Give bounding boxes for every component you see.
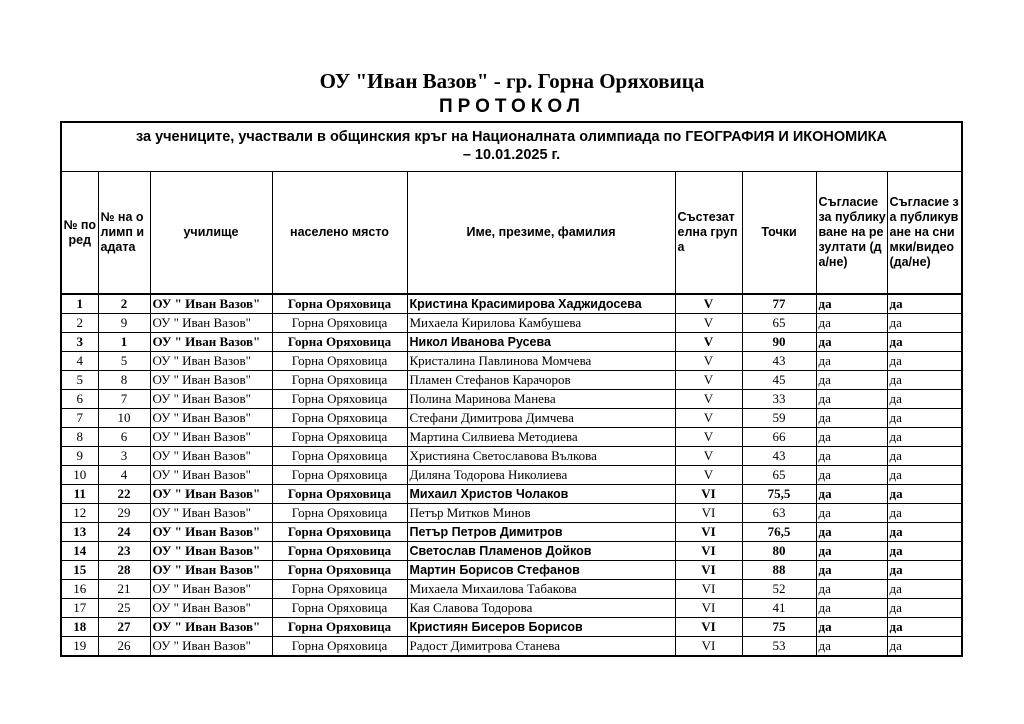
cell-olympiad-number: 10 xyxy=(98,409,150,428)
cell-school: ОУ " Иван Вазов" xyxy=(150,333,272,352)
cell-consent-results: да xyxy=(816,333,887,352)
cell-group: V xyxy=(675,409,742,428)
cell-consent-photos: да xyxy=(887,599,961,618)
cell-place: Горна Оряховица xyxy=(272,599,407,618)
cell-points: 65 xyxy=(742,314,816,333)
cell-group: V xyxy=(675,333,742,352)
cell-place: Горна Оряховица xyxy=(272,314,407,333)
header-place: населено място xyxy=(272,172,407,294)
cell-full-name: Стефани Димитрова Димчева xyxy=(407,409,675,428)
cell-consent-results: да xyxy=(816,504,887,523)
cell-olympiad-number: 7 xyxy=(98,390,150,409)
cell-olympiad-number: 8 xyxy=(98,371,150,390)
cell-place: Горна Оряховица xyxy=(272,637,407,656)
document-title: ОУ "Иван Вазов" - гр. Горна Оряховица xyxy=(319,69,705,93)
cell-row-number: 18 xyxy=(62,618,98,637)
header-row-number: № по ред xyxy=(62,172,98,294)
cell-place: Горна Оряховица xyxy=(272,428,407,447)
cell-points: 88 xyxy=(742,561,816,580)
cell-school: ОУ " Иван Вазов" xyxy=(150,504,272,523)
cell-points: 75 xyxy=(742,618,816,637)
cell-place: Горна Оряховица xyxy=(272,618,407,637)
table-header-row xyxy=(62,172,961,294)
cell-row-number: 7 xyxy=(62,409,98,428)
cell-consent-photos: да xyxy=(887,371,961,390)
cell-school: ОУ " Иван Вазов" xyxy=(150,314,272,333)
table-row xyxy=(62,333,961,352)
cell-full-name: Мартин Борисов Стефанов xyxy=(407,561,675,580)
cell-olympiad-number: 6 xyxy=(98,428,150,447)
table-row xyxy=(62,504,961,523)
cell-row-number: 9 xyxy=(62,447,98,466)
cell-full-name: Диляна Тодорова Николиева xyxy=(407,466,675,485)
cell-full-name: Михаела Кирилова Камбушева xyxy=(407,314,675,333)
cell-row-number: 10 xyxy=(62,466,98,485)
cell-group: VI xyxy=(675,485,742,504)
cell-consent-photos: да xyxy=(887,637,961,656)
cell-group: VI xyxy=(675,599,742,618)
cell-full-name: Християна Светославова Вълкова xyxy=(407,447,675,466)
cell-school: ОУ " Иван Вазов" xyxy=(150,580,272,599)
cell-consent-results: да xyxy=(816,466,887,485)
cell-full-name: Кристалина Павлинова Момчева xyxy=(407,352,675,371)
header-consent-photos: Съгласие за публикуване на снимки/видео (да/не) xyxy=(887,172,961,294)
cell-points: 80 xyxy=(742,542,816,561)
results-table xyxy=(62,172,961,655)
cell-consent-results: да xyxy=(816,447,887,466)
cell-full-name: Полина Маринова Манева xyxy=(407,390,675,409)
cell-points: 43 xyxy=(742,352,816,371)
cell-full-name: Петър Петров Димитров xyxy=(407,523,675,542)
protocol-table-frame xyxy=(60,121,963,657)
cell-group: VI xyxy=(675,504,742,523)
table-row xyxy=(62,485,961,504)
cell-olympiad-number: 28 xyxy=(98,561,150,580)
cell-row-number: 4 xyxy=(62,352,98,371)
cell-consent-results: да xyxy=(816,599,887,618)
cell-olympiad-number: 2 xyxy=(98,294,150,314)
cell-row-number: 15 xyxy=(62,561,98,580)
cell-points: 77 xyxy=(742,294,816,314)
cell-consent-results: да xyxy=(816,390,887,409)
cell-group: V xyxy=(675,314,742,333)
cell-place: Горна Оряховица xyxy=(272,294,407,314)
cell-full-name: Мартина Силвиева Методиева xyxy=(407,428,675,447)
cell-full-name: Светослав Пламенов Дойков xyxy=(407,542,675,561)
cell-full-name: Пламен Стефанов Карачоров xyxy=(407,371,675,390)
cell-olympiad-number: 5 xyxy=(98,352,150,371)
cell-full-name: Радост Димитрова Станева xyxy=(407,637,675,656)
cell-consent-photos: да xyxy=(887,523,961,542)
cell-place: Горна Оряховица xyxy=(272,466,407,485)
cell-consent-results: да xyxy=(816,352,887,371)
cell-school: ОУ " Иван Вазов" xyxy=(150,561,272,580)
cell-olympiad-number: 1 xyxy=(98,333,150,352)
cell-group: VI xyxy=(675,637,742,656)
cell-place: Горна Оряховица xyxy=(272,561,407,580)
cell-consent-results: да xyxy=(816,637,887,656)
cell-consent-results: да xyxy=(816,561,887,580)
header-points: Точки xyxy=(742,172,816,294)
cell-consent-results: да xyxy=(816,409,887,428)
table-row xyxy=(62,428,961,447)
header-group: Състезат елна група xyxy=(675,172,742,294)
table-row xyxy=(62,523,961,542)
cell-olympiad-number: 3 xyxy=(98,447,150,466)
cell-row-number: 8 xyxy=(62,428,98,447)
table-row xyxy=(62,466,961,485)
cell-group: V xyxy=(675,466,742,485)
table-row xyxy=(62,618,961,637)
cell-place: Горна Оряховица xyxy=(272,504,407,523)
cell-place: Горна Оряховица xyxy=(272,333,407,352)
caption-line-2: – 10.01.2025 г. xyxy=(462,147,561,163)
cell-group: V xyxy=(675,352,742,371)
document-subtitle: ПРОТОКОЛ xyxy=(438,96,585,117)
cell-olympiad-number: 22 xyxy=(98,485,150,504)
cell-consent-results: да xyxy=(816,294,887,314)
table-row xyxy=(62,294,961,314)
cell-group: VI xyxy=(675,523,742,542)
cell-row-number: 11 xyxy=(62,485,98,504)
cell-group: V xyxy=(675,390,742,409)
cell-school: ОУ " Иван Вазов" xyxy=(150,523,272,542)
cell-row-number: 16 xyxy=(62,580,98,599)
cell-points: 59 xyxy=(742,409,816,428)
table-row xyxy=(62,447,961,466)
cell-consent-photos: да xyxy=(887,390,961,409)
cell-school: ОУ " Иван Вазов" xyxy=(150,447,272,466)
cell-consent-photos: да xyxy=(887,485,961,504)
table-caption xyxy=(62,123,961,172)
header-full-name: Име, презиме, фамилия xyxy=(407,172,675,294)
cell-row-number: 1 xyxy=(62,294,98,314)
cell-place: Горна Оряховица xyxy=(272,409,407,428)
cell-full-name: Михаела Михаилова Табакова xyxy=(407,580,675,599)
cell-consent-results: да xyxy=(816,618,887,637)
cell-group: VI xyxy=(675,580,742,599)
cell-olympiad-number: 26 xyxy=(98,637,150,656)
cell-full-name: Кристина Красимирова Хаджидосева xyxy=(407,294,675,314)
cell-consent-photos: да xyxy=(887,504,961,523)
cell-points: 90 xyxy=(742,333,816,352)
caption-line-1: за учениците, участвали в общинския кръг на Националната олимпиада по ГЕОГРАФИЯ И ИКОНОМИКА xyxy=(135,129,888,145)
cell-consent-photos: да xyxy=(887,580,961,599)
table-row xyxy=(62,314,961,333)
cell-school: ОУ " Иван Вазов" xyxy=(150,428,272,447)
cell-school: ОУ " Иван Вазов" xyxy=(150,485,272,504)
cell-consent-photos: да xyxy=(887,466,961,485)
cell-school: ОУ " Иван Вазов" xyxy=(150,390,272,409)
cell-school: ОУ " Иван Вазов" xyxy=(150,409,272,428)
cell-school: ОУ " Иван Вазов" xyxy=(150,466,272,485)
cell-points: 41 xyxy=(742,599,816,618)
cell-full-name: Кая Славова Тодорова xyxy=(407,599,675,618)
cell-olympiad-number: 29 xyxy=(98,504,150,523)
table-row xyxy=(62,542,961,561)
cell-group: VI xyxy=(675,618,742,637)
cell-consent-photos: да xyxy=(887,409,961,428)
cell-school: ОУ " Иван Вазов" xyxy=(150,599,272,618)
cell-full-name: Кристиян Бисеров Борисов xyxy=(407,618,675,637)
cell-school: ОУ " Иван Вазов" xyxy=(150,542,272,561)
cell-consent-photos: да xyxy=(887,561,961,580)
cell-place: Горна Оряховица xyxy=(272,352,407,371)
cell-school: ОУ " Иван Вазов" xyxy=(150,618,272,637)
cell-place: Горна Оряховица xyxy=(272,447,407,466)
cell-consent-results: да xyxy=(816,371,887,390)
cell-school: ОУ " Иван Вазов" xyxy=(150,294,272,314)
cell-consent-photos: да xyxy=(887,294,961,314)
cell-group: V xyxy=(675,428,742,447)
table-row xyxy=(62,352,961,371)
cell-consent-photos: да xyxy=(887,333,961,352)
cell-row-number: 17 xyxy=(62,599,98,618)
cell-points: 63 xyxy=(742,504,816,523)
cell-points: 66 xyxy=(742,428,816,447)
header-olympiad-number: № на олимп иадата xyxy=(98,172,150,294)
cell-consent-photos: да xyxy=(887,618,961,637)
cell-points: 75,5 xyxy=(742,485,816,504)
cell-consent-results: да xyxy=(816,428,887,447)
cell-points: 53 xyxy=(742,637,816,656)
cell-consent-photos: да xyxy=(887,428,961,447)
cell-consent-results: да xyxy=(816,580,887,599)
table-row xyxy=(62,561,961,580)
cell-points: 45 xyxy=(742,371,816,390)
cell-consent-photos: да xyxy=(887,447,961,466)
cell-full-name: Михаил Христов Чолаков xyxy=(407,485,675,504)
cell-full-name: Никол Иванова Русева xyxy=(407,333,675,352)
cell-group: VI xyxy=(675,561,742,580)
cell-row-number: 14 xyxy=(62,542,98,561)
cell-place: Горна Оряховица xyxy=(272,371,407,390)
cell-full-name: Петър Митков Минов xyxy=(407,504,675,523)
cell-place: Горна Оряховица xyxy=(272,523,407,542)
cell-olympiad-number: 21 xyxy=(98,580,150,599)
cell-group: VI xyxy=(675,542,742,561)
table-row xyxy=(62,390,961,409)
cell-school: ОУ " Иван Вазов" xyxy=(150,637,272,656)
cell-row-number: 3 xyxy=(62,333,98,352)
cell-consent-results: да xyxy=(816,542,887,561)
cell-points: 52 xyxy=(742,580,816,599)
cell-place: Горна Оряховица xyxy=(272,580,407,599)
cell-olympiad-number: 23 xyxy=(98,542,150,561)
cell-group: V xyxy=(675,371,742,390)
cell-place: Горна Оряховица xyxy=(272,542,407,561)
cell-place: Горна Оряховица xyxy=(272,390,407,409)
cell-school: ОУ " Иван Вазов" xyxy=(150,371,272,390)
cell-points: 76,5 xyxy=(742,523,816,542)
cell-group: V xyxy=(675,447,742,466)
cell-consent-results: да xyxy=(816,314,887,333)
cell-olympiad-number: 25 xyxy=(98,599,150,618)
cell-consent-results: да xyxy=(816,523,887,542)
cell-olympiad-number: 27 xyxy=(98,618,150,637)
cell-points: 43 xyxy=(742,447,816,466)
table-row xyxy=(62,371,961,390)
cell-row-number: 19 xyxy=(62,637,98,656)
cell-group: V xyxy=(675,294,742,314)
cell-consent-photos: да xyxy=(887,352,961,371)
header-consent-results: Съгласие за публикуване на резултати (да/не) xyxy=(816,172,887,294)
header-school: училище xyxy=(150,172,272,294)
cell-row-number: 12 xyxy=(62,504,98,523)
cell-olympiad-number: 24 xyxy=(98,523,150,542)
cell-row-number: 2 xyxy=(62,314,98,333)
cell-points: 33 xyxy=(742,390,816,409)
table-row xyxy=(62,580,961,599)
cell-points: 65 xyxy=(742,466,816,485)
cell-place: Горна Оряховица xyxy=(272,485,407,504)
cell-olympiad-number: 9 xyxy=(98,314,150,333)
cell-row-number: 5 xyxy=(62,371,98,390)
cell-row-number: 13 xyxy=(62,523,98,542)
table-row xyxy=(62,637,961,656)
table-row xyxy=(62,599,961,618)
cell-school: ОУ " Иван Вазов" xyxy=(150,352,272,371)
cell-olympiad-number: 4 xyxy=(98,466,150,485)
cell-consent-photos: да xyxy=(887,314,961,333)
cell-consent-results: да xyxy=(816,485,887,504)
table-row xyxy=(62,409,961,428)
cell-row-number: 6 xyxy=(62,390,98,409)
cell-consent-photos: да xyxy=(887,542,961,561)
